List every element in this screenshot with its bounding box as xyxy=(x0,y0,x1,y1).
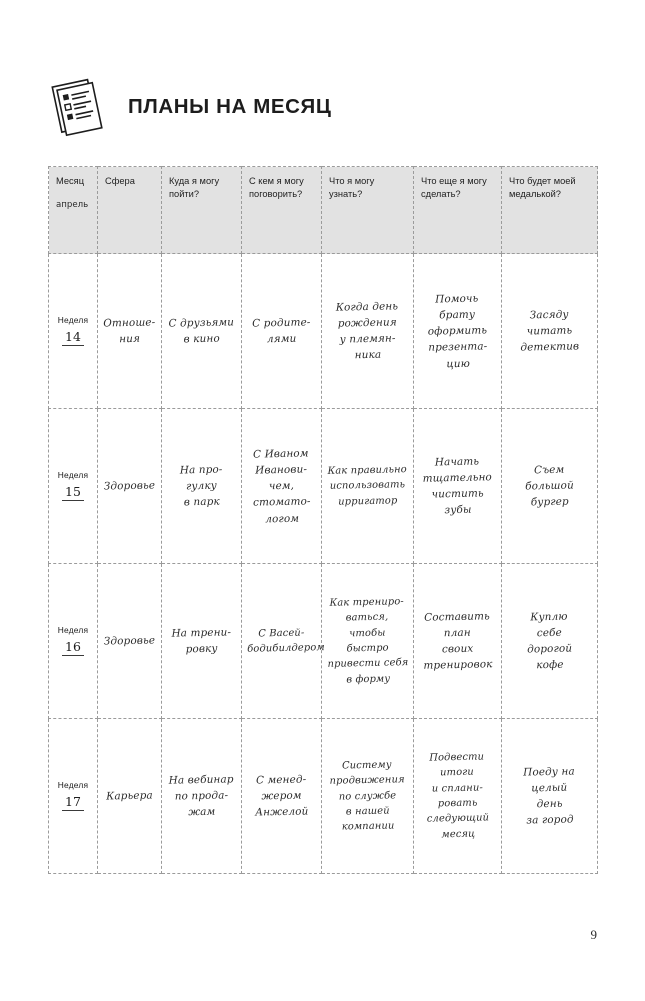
handwriting-text: Помочь брату оформить презента- цию xyxy=(427,292,488,370)
cell-where xyxy=(162,254,242,409)
week-cell xyxy=(49,564,98,719)
cell-sphere xyxy=(98,564,162,719)
week-number: 17 xyxy=(62,795,84,811)
handwriting-text: С друзьями в кино xyxy=(168,316,235,346)
month-value: апрель xyxy=(56,199,89,210)
page-header xyxy=(48,72,608,142)
table-header-row xyxy=(49,167,598,254)
page-title: ПЛАНЫ НА МЕСЯЦ xyxy=(128,95,332,118)
cell-who xyxy=(242,564,325,719)
week-label: Неделя xyxy=(57,314,89,325)
week-label: Неделя xyxy=(57,624,89,635)
cell-where xyxy=(162,719,242,874)
cell-medal xyxy=(502,719,598,874)
handwriting-text: На вебинар по прода- жам xyxy=(168,773,234,819)
handwriting-text: Составить план своих тренировок xyxy=(423,610,493,672)
column-header-sphere: Сфера xyxy=(98,167,162,254)
column-header-medal: Что будет моей медалькой? xyxy=(502,167,598,254)
page-number: 9 xyxy=(590,927,597,942)
handwriting-text: На трени- ровку xyxy=(171,626,232,656)
handwriting-text: Подвести итоги и сплани- ровать следующий месяц xyxy=(426,751,490,841)
handwriting-text: С родите- лями xyxy=(252,316,311,346)
week-number: 16 xyxy=(62,640,84,656)
week-number: 14 xyxy=(62,330,84,346)
handwriting-text: Начать тщательно чистить зубы xyxy=(422,455,493,517)
table-row xyxy=(49,409,598,564)
handwriting-text: Систему продвижения по службе в нашей компании xyxy=(329,759,405,833)
handwriting-text: С Васей- бодибилдером xyxy=(247,627,325,655)
week-label: Неделя xyxy=(57,779,89,790)
cell-learn xyxy=(322,409,414,564)
column-header-who: С кем я могу поговорить? xyxy=(242,167,322,254)
notepad-checklist-icon xyxy=(48,76,110,138)
cell-medal xyxy=(502,409,598,564)
cell-learn xyxy=(322,564,414,719)
column-header-where: Куда я могу пойти? xyxy=(162,167,242,254)
handwriting-text: Карьера xyxy=(106,789,153,803)
week-cell xyxy=(49,254,98,409)
handwriting-text: С менед- жером Анжелой xyxy=(255,773,309,819)
cell-learn xyxy=(322,719,414,874)
week-number: 15 xyxy=(62,485,84,501)
cell-who xyxy=(242,719,322,874)
handwriting-text: Здоровье xyxy=(103,479,156,493)
column-header-learn: Что я могу узнать? xyxy=(322,167,414,254)
column-header-month-label: Месяц xyxy=(56,176,85,186)
cell-do xyxy=(414,564,502,719)
handwriting-text: Здоровье xyxy=(103,634,156,648)
cell-learn xyxy=(322,254,414,409)
week-cell xyxy=(49,409,98,564)
table-row xyxy=(49,254,598,409)
cell-sphere xyxy=(98,254,162,409)
week-cell xyxy=(49,719,98,874)
week-label: Неделя xyxy=(57,469,89,480)
column-header-do: Что еще я могу сделать? xyxy=(414,167,502,254)
cell-do xyxy=(414,409,502,564)
cell-where xyxy=(162,564,242,719)
cell-do xyxy=(414,254,502,409)
handwriting-text: С Иваном Иванови- чем, стомато- логом xyxy=(252,447,311,525)
handwriting-text: Засяду читать детектив xyxy=(520,308,580,354)
cell-medal xyxy=(502,254,598,409)
handwriting-text: Отноше- ния xyxy=(103,316,156,346)
handwriting-text: На про- гулку в парк xyxy=(179,463,223,509)
monthly-plan-table xyxy=(48,166,598,874)
table-row xyxy=(49,564,598,719)
cell-medal xyxy=(502,564,598,719)
cell-sphere xyxy=(98,409,162,564)
handwriting-text: Поеду на целый день за город xyxy=(523,765,575,827)
column-header-month xyxy=(49,167,98,254)
handwriting-text: Когда день рождения у племян- ника xyxy=(335,300,399,362)
cell-who xyxy=(242,409,322,564)
cell-do xyxy=(414,719,502,874)
handwriting-text: Как правильно использовать ирригатор xyxy=(327,464,407,508)
cell-sphere xyxy=(98,719,162,874)
handwriting-text: Куплю себе дорогой кофе xyxy=(527,610,573,672)
handwriting-text: Как трениро- ваться, чтобы быстро привести себя в форму xyxy=(327,596,409,686)
cell-where xyxy=(162,409,242,564)
table-row xyxy=(49,719,598,874)
cell-who xyxy=(242,254,322,409)
handwriting-text: Съем большой бургер xyxy=(525,463,574,509)
